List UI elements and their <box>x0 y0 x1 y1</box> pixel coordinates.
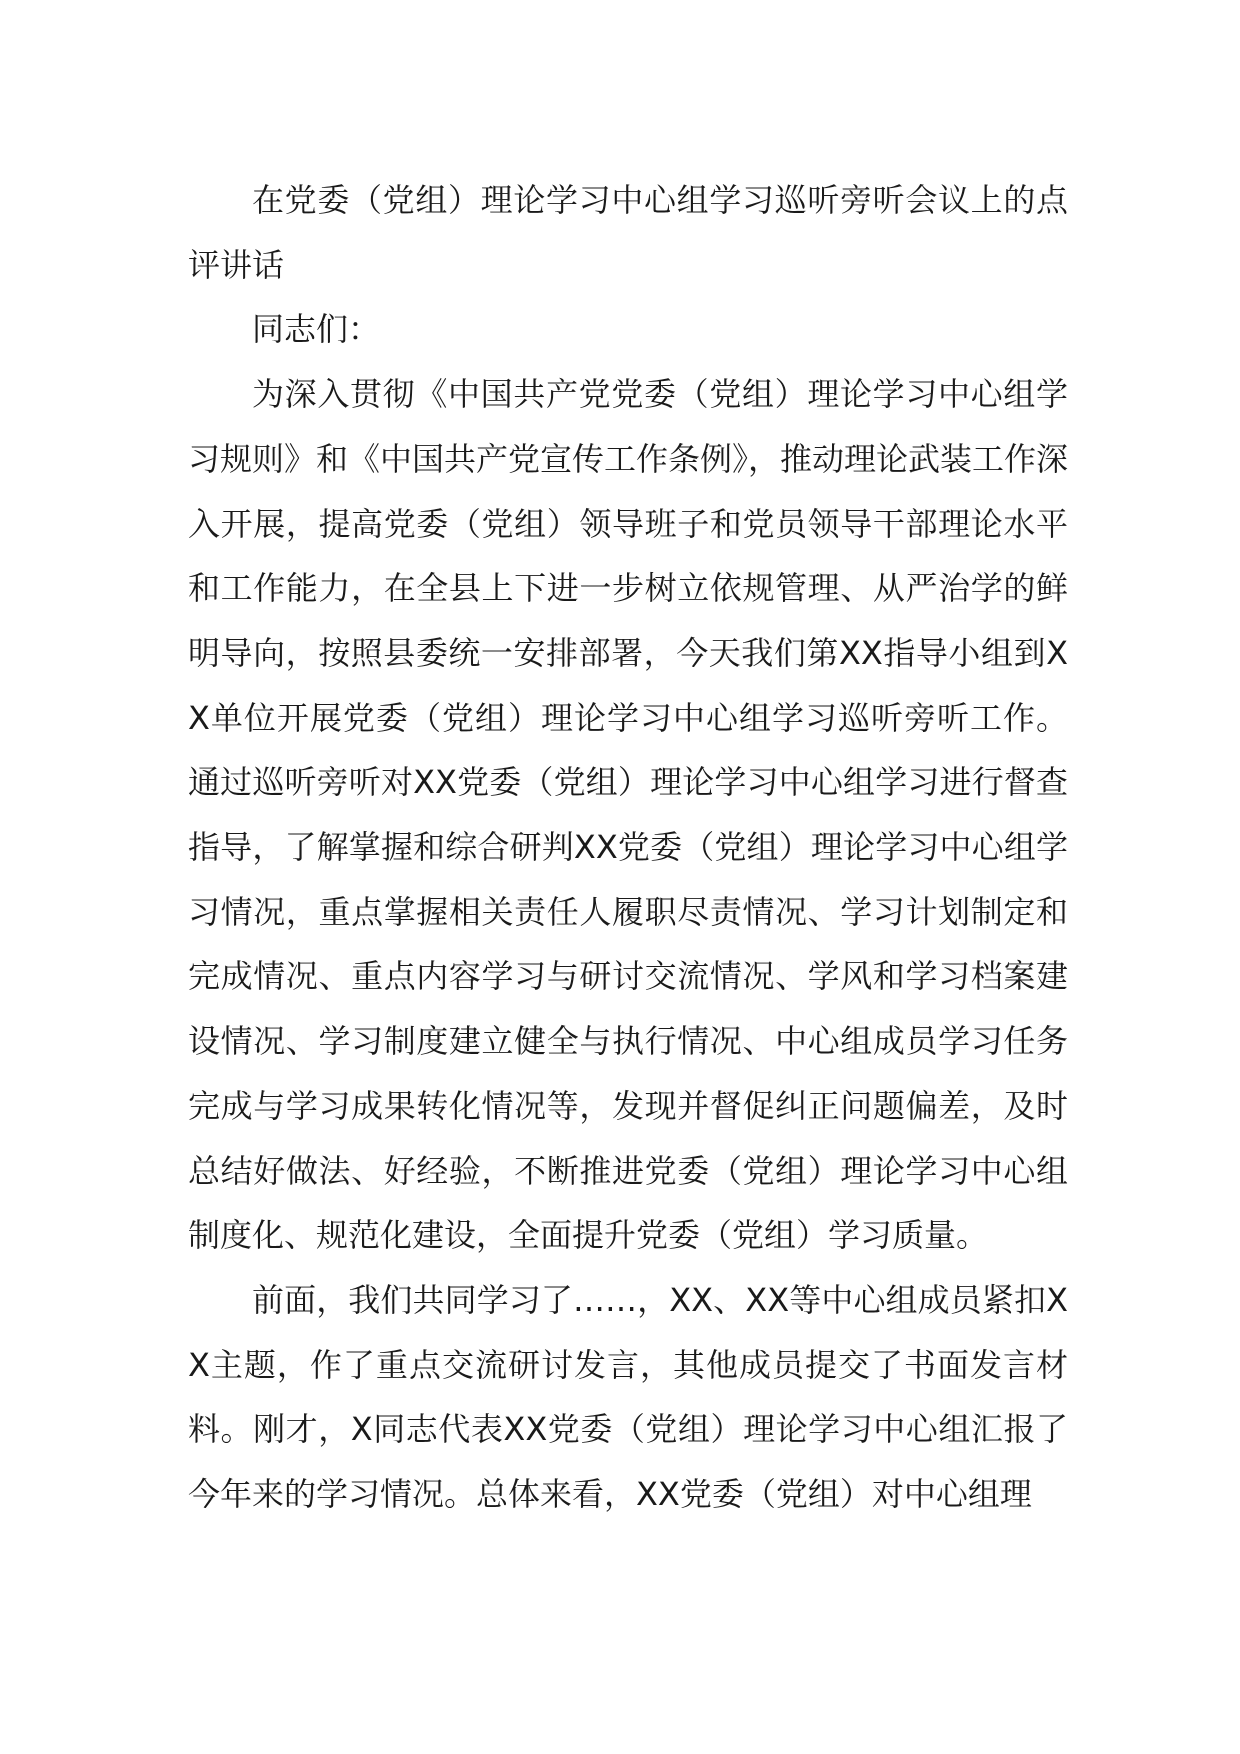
document-title: 在党委（党组）理论学习中心组学习巡听旁听会议上的点评讲话 <box>188 181 1068 284</box>
body-paragraph-1: 为深入贯彻《中国共产党党委（党组）理论学习中心组学习规则》和《中国共产党宣传工作条例》，推动理论武装工作深入开展，提高党委（党组）领导班子和党员领导干部理论水平和工作能力，在全县上下进一步树立依规管理、从严治学的鲜明导向，按照县委统一安排部署，今天我们第XX指导小组到XX单位开展党委（党组）理论学习中心组学习巡听旁听工作。通过巡听旁听对XX党委（党组）理论学习中心组学习进行督查指导，了解掌握和综合研判XX党委（党组）理论学习中心组学习情况，重点掌握相关责任人履职尽责情况、学习计划制定和完成情况、重点内容学习与研讨交流情况、学风和学习档案建设情况、学习制度建立健全与执行情况、中心组成员学习任务完成与学习成果转化情况等，发现并督促纠正问题偏差，及时总结好做法、好经验，不断推进党委（党组）理论学习中心组制度化、规范化建设，全面提升党委（党组）学习质量。 <box>188 375 1069 1255</box>
body-paragraph-2: 前面，我们共同学习了……，XX、XX等中心组成员紧扣XX主题，作了重点交流研讨发言，其他成员提交了书面发言材料。刚才，X同志代表XX党委（党组）理论学习中心组汇报了今年来的学习情况。总体来看，XX党委（党组）对中心组理 <box>188 1280 1068 1514</box>
document-body <box>188 168 1068 1527</box>
salutation: 同志们： <box>252 310 381 349</box>
